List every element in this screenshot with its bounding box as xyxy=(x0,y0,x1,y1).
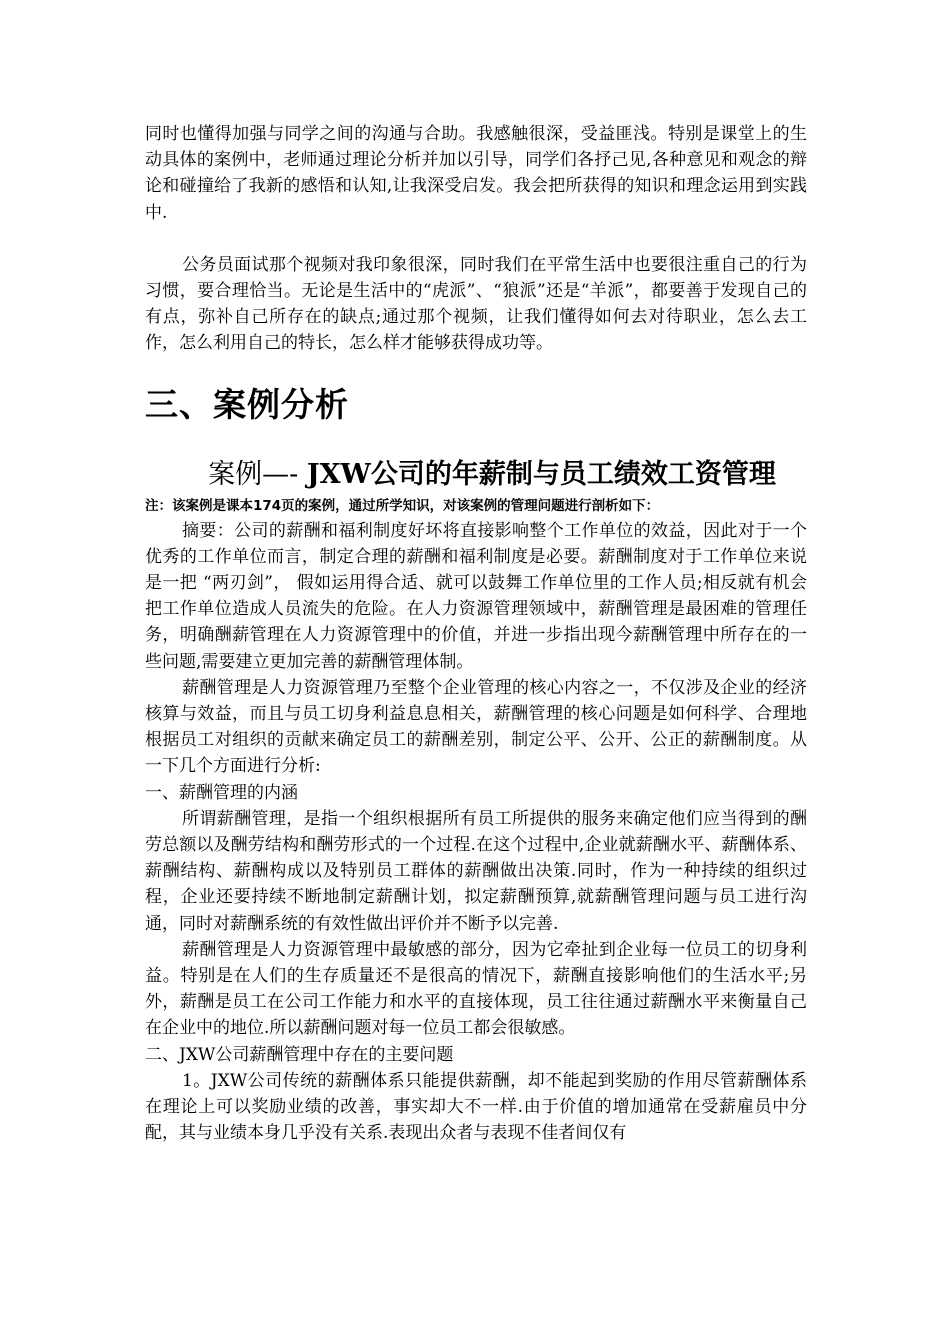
section-heading: 三、案例分析 xyxy=(145,384,349,424)
subheading-1: 一、薪酬管理的内涵 xyxy=(145,782,298,803)
intro-paragraph-2: 公务员面试那个视频对我印象很深，同时我们在平常生活中也要很注重自己的行为习惯，要合理恰当。无论是生活中的“虎派”、“狼派”还是“羊派”，都要善于发现自己的有点，弥补自己所存在的缺点;通过那个视频，让我们懂得如何去对待职业，怎么去工作，怎么利用自己的特长，怎么样才能够获得成功等。 xyxy=(145,254,807,354)
sub-1-paragraph-1: 所谓薪酬管理，是指一个组织根据所有员工所提供的服务来确定他们应当得到的酬劳总额以及酬劳结构和酬劳形式的一个过程.在这个过程中,企业就薪酬水平、薪酬体系、薪酬结构、薪酬构成以及特别员工群体的薪酬做出决策.同时，作为一种持续的组织过程，企业还要持续不断地制定薪酬计划，拟定薪酬预算,就薪酬管理问题与员工进行沟通，同时对薪酬系统的有效性做出评价并不断予以完善. xyxy=(145,808,807,934)
paragraph-gap xyxy=(145,226,807,252)
case-title-prefix: 案例—- xyxy=(208,458,299,490)
intro-paragraph-1: 同时也懂得加强与同学之间的沟通与合助。我感触很深，受益匪浅。特别是课堂上的生动具体的案例中，老师通过理论分析并加以引导，同学们各抒己见,各种意见和观念的辩论和碰撞给了我新的感悟和认知,让我深受启发。我会把所获得的知识和理念运用到实践中. xyxy=(145,124,807,223)
subheading-2: 二、JXW公司薪酬管理中存在的主要问题 xyxy=(145,1044,454,1065)
core-paragraph: 薪酬管理是人力资源管理乃至整个企业管理的核心内容之一，不仅涉及企业的经济核算与效益，而且与员工切身利益息息相关，薪酬管理的核心问题是如何科学、合理地根据员工对组织的贡献来确定员工的薪酬差别，制定公平、公开、公正的薪酬制度。从一下几个方面进行分析: xyxy=(145,677,807,777)
abstract-paragraph: 摘要：公司的薪酬和福利制度好坏将直接影响整个工作单位的效益，因此对于一个优秀的工作单位而言，制定合理的薪酬和福利制度是必要。薪酬制度对于工作单位来说是一把 “两刃剑”， 假如运用得合适、就可以鼓舞工作单位里的工作人员;相反就有机会把工作单位造成人员流失的危险。在人力资源管理领域中，薪酬管理是最困难的管理任务，明确酬薪管理在人力资源管理中的价值，并进一步指出现今薪酬管理中所存在的一些问题,需要建立更加完善的薪酬管理体制。 xyxy=(145,520,807,672)
sub-1-paragraph-2: 薪酬管理是人力资源管理中最敏感的部分，因为它牵扯到企业每一位员工的切身利益。特别是在人们的生存质量还不是很高的情况下，薪酬直接影响他们的生活水平;另外，薪酬是员工在公司工作能力和水平的直接体现，员工往往通过薪酬水平来衡量自己在企业中的地位.所以薪酬问题对每一位员工都会很敏感。 xyxy=(145,939,807,1039)
case-note: 注：该案例是课本174页的案例，通过所学知识，对该案例的管理问题进行剖析如下： xyxy=(145,497,660,514)
document-page xyxy=(145,121,807,1147)
case-title-main: JXW公司的年薪制与员工绩效工资管理 xyxy=(306,458,776,490)
case-title xyxy=(145,457,807,493)
sub-2-paragraph-1: 1。JXW公司传统的薪酬体系只能提供薪酬，却不能起到奖励的作用尽管薪酬体系在理论上可以奖励业绩的改善，事实却大不一样.由于价值的增加通常在受薪雇员中分配，其与业绩本身几乎没有关系.表现出众者与表现不佳者间仅有 xyxy=(145,1070,807,1144)
